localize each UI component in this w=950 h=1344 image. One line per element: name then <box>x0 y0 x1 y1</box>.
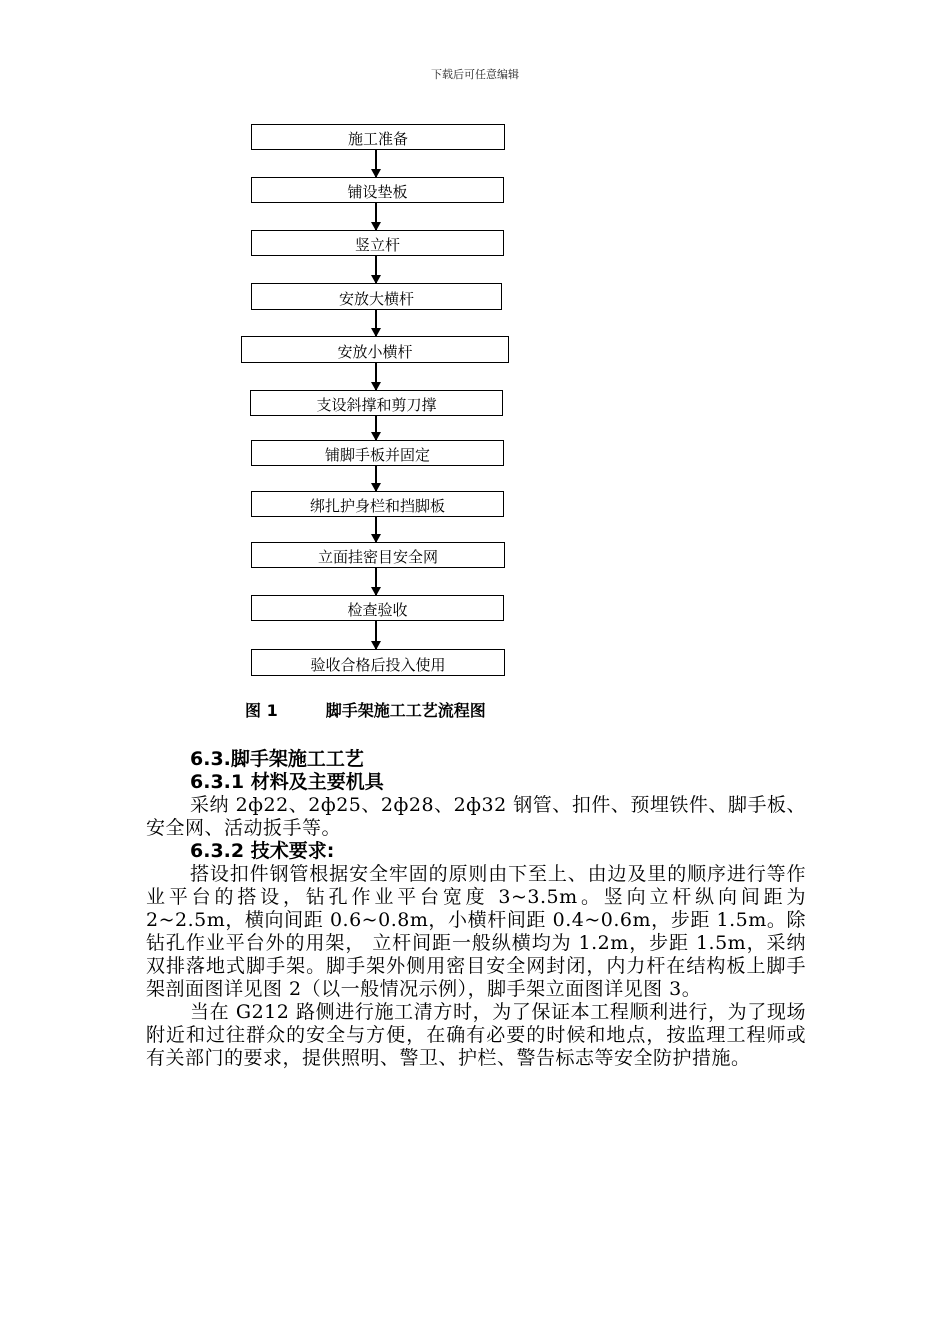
subsection-heading-requirements: 6.3.2 技术要求: <box>190 840 335 862</box>
flow-step-3: 竖立杆 <box>251 230 504 256</box>
flow-arrow-1 <box>375 150 377 177</box>
flow-arrow-2 <box>375 203 377 230</box>
flow-step-6: 支设斜撑和剪刀撑 <box>250 390 503 416</box>
figure-number: 图 1 <box>245 701 278 720</box>
section-body <box>146 748 806 1070</box>
flow-arrow-10 <box>375 621 377 649</box>
flow-arrow-6 <box>375 416 377 440</box>
paragraph-materials: 采纳 2ф22、2ф25、2ф28、2ф32 钢管、扣件、预埋铁件、脚手板、安全网、活动扳手等。 <box>146 794 806 839</box>
flow-arrow-3 <box>375 256 377 283</box>
flow-step-1: 施工准备 <box>251 124 505 150</box>
figure-title: 脚手架施工工艺流程图 <box>325 701 486 720</box>
flow-step-10: 检查验收 <box>251 595 504 621</box>
flow-arrow-5 <box>375 363 377 390</box>
flow-step-5: 安放小横杆 <box>241 336 509 363</box>
section-heading: 6.3.脚手架施工工艺 <box>190 748 364 770</box>
flow-arrow-7 <box>375 466 377 491</box>
subsection-heading-materials: 6.3.1 材料及主要机具 <box>190 771 384 793</box>
flow-arrow-8 <box>375 517 377 542</box>
flow-step-4: 安放大横杆 <box>251 283 502 310</box>
paragraph-requirements-1: 搭设扣件钢管根据安全牢固的原则由下至上、由边及里的顺序进行等作业平台的搭设，钻孔作业平台宽度 3~3.5m。竖向立杆纵向间距为 2~2.5m，横向间距 0.6~0.8m，小横杆间距 0.4~0.6m，步距 1.5m。除钻孔作业平台外的用架， 立杆间距一般纵横均为 1.2m，步距 1.5m，采纳双排落地式脚手架。脚手架外侧用密目安全网封闭，内力杆在结构板上脚手架剖面图详见图 2（以一般情况示例），脚手架立面图详见图 3。 <box>146 863 806 1000</box>
flow-step-9: 立面挂密目安全网 <box>251 542 505 568</box>
flow-arrow-4 <box>375 310 377 336</box>
paragraph-requirements-2: 当在 G212 路侧进行施工清方时，为了保证本工程顺利进行，为了现场附近和过往群众的安全与方便，在确有必要的时候和地点，按监理工程师或有关部门的要求，提供照明、警卫、护栏、警告标志等安全防护措施。 <box>146 1001 806 1069</box>
flow-step-7: 铺脚手板并固定 <box>251 440 504 466</box>
flow-step-2: 铺设垫板 <box>251 177 504 203</box>
flow-step-8: 绑扎护身栏和挡脚板 <box>251 491 504 517</box>
flow-arrow-9 <box>375 568 377 595</box>
page-header: 下载后可任意编辑 <box>431 68 519 81</box>
figure-caption <box>245 698 486 721</box>
flow-step-11: 验收合格后投入使用 <box>251 649 505 676</box>
